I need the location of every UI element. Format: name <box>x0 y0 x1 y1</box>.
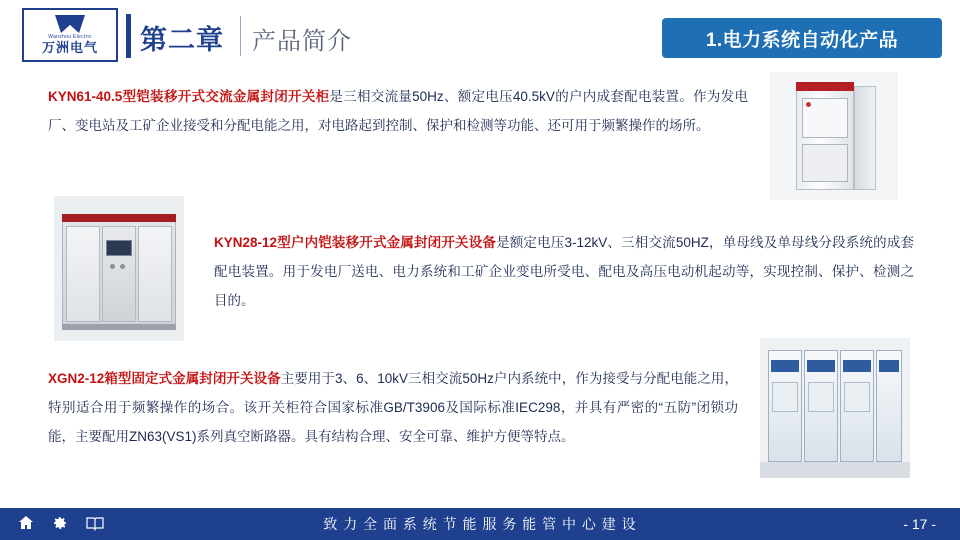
section-badge: 1.电力系统自动化产品 <box>662 18 942 58</box>
cabinet-unit <box>66 226 100 322</box>
xgn2-cabinet-photo <box>760 338 910 478</box>
chapter-title: 第二章 <box>140 25 224 55</box>
control-knob-icon <box>120 264 125 269</box>
indicator-light-icon <box>806 102 811 107</box>
cabinet-unit <box>138 226 172 322</box>
chapter-subtitle: 产品简介 <box>252 28 352 55</box>
paragraph-kyn61-highlight: KYN61-40.5型铠装移开式交流金属封闭开关柜 <box>48 89 330 104</box>
page-number: - 17 - <box>903 516 936 532</box>
cabinet-lower-panel <box>802 144 848 182</box>
cabinet-top-band <box>62 214 176 222</box>
kyn28-cabinet-photo <box>54 196 184 341</box>
mountain-logo-icon <box>55 15 85 33</box>
cabinet-label-band <box>807 360 835 372</box>
cabinet-vent <box>772 382 798 412</box>
paragraph-kyn61-body: 是三相交流量50Hz、额定电压40.5kV的户内成套配电装置。作为发电厂、变电站及工矿企业接受和分配电能之用，对电路起到控制、保护和检测等功能、还可用于频繁操作的场所。 <box>48 89 748 133</box>
slide-footer <box>0 508 960 540</box>
paragraph-kyn28-highlight: KYN28-12型户内铠装移开式金属封闭开关设备 <box>214 235 497 250</box>
footer-slogan: 致 力 全 面 系 统 节 能 服 务 能 管 中 心 建 设 <box>323 516 637 532</box>
paragraph-kyn28 <box>214 228 914 315</box>
paragraph-kyn28-body: 是额定电压3-12kV、三相交流50HZ，单母线及单母线分段系统的成套配电装置。用于发电厂送电、电力系统和工矿企业变电所受电、配电及高压电动机起动等，实现控制、保护、检测之目的。 <box>214 235 915 308</box>
cabinet-top-band <box>796 82 854 91</box>
paragraph-kyn61 <box>48 82 748 140</box>
company-logo <box>22 8 118 62</box>
cabinet-label-band <box>843 360 871 372</box>
cabinet-vent <box>844 382 870 412</box>
logo-english-name: Wanzhou Electric <box>48 34 92 40</box>
control-knob-icon <box>110 264 115 269</box>
paragraph-xgn2 <box>48 364 738 451</box>
paragraph-xgn2-body: 主要用于3、6、10kV三相交流50Hz户内系统中，作为接受与分配电能之用，特别适合用于频繁操作的场合。该开关柜符合国家标准GB/T3906及国际标准IEC298，并具有严密的“五防”闭锁功能，主要配用ZN63(VS1)系列真空断路器。具有结构合理、安全可靠、维护方便等特点。 <box>48 371 738 444</box>
cabinet-side <box>854 86 876 190</box>
cabinet-label-band <box>771 360 799 372</box>
header-accent-bar <box>126 14 131 58</box>
paragraph-xgn2-highlight: XGN2-12箱型固定式金属封闭开关设备 <box>48 371 281 386</box>
title-separator <box>240 16 241 56</box>
floor-surface <box>760 462 910 478</box>
control-screen <box>106 240 132 256</box>
cabinet-label-band <box>879 360 899 372</box>
logo-chinese-name: 万洲电气 <box>41 40 98 55</box>
kyn61-cabinet-photo <box>770 72 898 200</box>
cabinet-base <box>62 324 176 330</box>
cabinet-vent <box>808 382 834 412</box>
